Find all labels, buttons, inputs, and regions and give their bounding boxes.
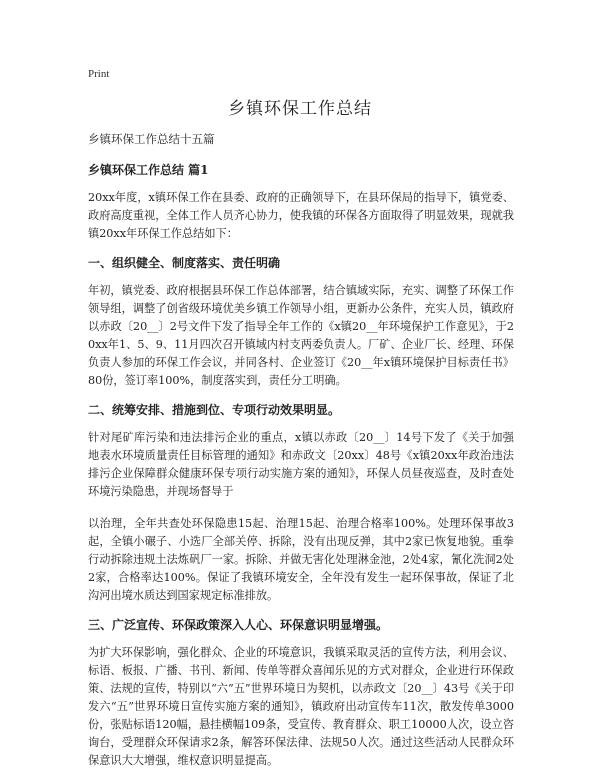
section-heading-3: 三、广泛宣传、环保政策深入人心、环保意识明显增强。 — [88, 618, 389, 632]
section-2-paragraph-2: 以治理，全年共查处环保隐患15起、治理15起、治理合格率100%。处理环保事故3起，全镇小碾子、小选厂全部关停、拆除，没有出现反弹，其中2家已恢复地貌。重拳行动拆除违规土法炼矾厂一家。拆除、并做无害化处理淋金池，2处4家，氰化洗洞2处2家，合格率达100%。保证了我镇环境安全，全年没有发生一起环保事故，保证了北沟河出境水质达到国家规定标准排放。 — [88, 517, 514, 602]
chapter-title: 乡镇环保工作总结 篇1 — [88, 163, 209, 177]
section-heading-1: 一、组织健全、制度落实、责任明确 — [88, 256, 281, 270]
intro-paragraph: 20xx年度，x镇环保工作在县委、政府的正确领导下，在县环保局的指导下，镇党委、政府高度重视，全体工作人员齐心协力，使我镇的环保各方面取得了明显效果，现就我镇20xx年环保工作总结如下： — [88, 191, 514, 240]
document-subtitle: 乡镇环保工作总结十五篇 — [88, 132, 215, 146]
section-heading-2: 二、统筹安排、措施到位、专项行动效果明显。 — [88, 403, 341, 417]
page-title: 乡镇环保工作总结 — [228, 99, 372, 119]
section-3-paragraph-1: 为扩大环保影响，强化群众、企业的环境意识，我镇采取灵活的宣传方法，利用会议、标语、板报、广播、书刊、新闻、传单等群众喜闻乐见的方式对群众，企业进行环保政策、法规的宣传，特别以“六”五”世界环境日为契机，以赤政文〔20__〕43号《关于印发六“五”世界环境日宣传实施方案的通知》，镇政府出动宣传车11次，散发传单3000份，张贴标语120幅，悬挂横幅109条，受宣传、教育群众、职工10000人次，设立咨询台，受理群众环保请求2条，解答环保法律、法规50人次。通过这些活动人民群众环保意识大大增强，维权意识明显提高。 — [88, 646, 515, 767]
document-body — [88, 131, 514, 781]
section-2-paragraph-1: 针对尾矿库污染和违法排污企业的重点，x镇以赤政〔20__〕14号下发了《关于加强地表水环境质量责任目标管理的通知》和赤政文〔20xx〕48号《x镇20xx年政治违法排污企业保障群众健康环保专项行动实施方案的通知》，环保人员昼夜巡查，及时查处环境污染隐患，并现场督导于 — [88, 431, 514, 498]
print-link[interactable]: Print — [88, 68, 110, 80]
section-1-paragraph-1: 年初，镇党委、政府根据县环保工作总体部署，结合镇域实际，充实、调整了环保工作领导组，调整了创省级环境优美乡镇工作领导小组，更新办公条件，充实人员，镇政府以赤政〔20__〕2号文件下发了指导全年工作的《x镇20__年环境保护工作意见》，于20xx年1、5、9、11月四次召开镇域内村支两委负责人。厂矿、企业厂长、经理、环保负责人参加的环保工作会议，并同各村、企业签订《20__年x镇环境保护目标责任书》80份，签订率100%，制度落实到，责任分工明确。 — [88, 284, 514, 387]
